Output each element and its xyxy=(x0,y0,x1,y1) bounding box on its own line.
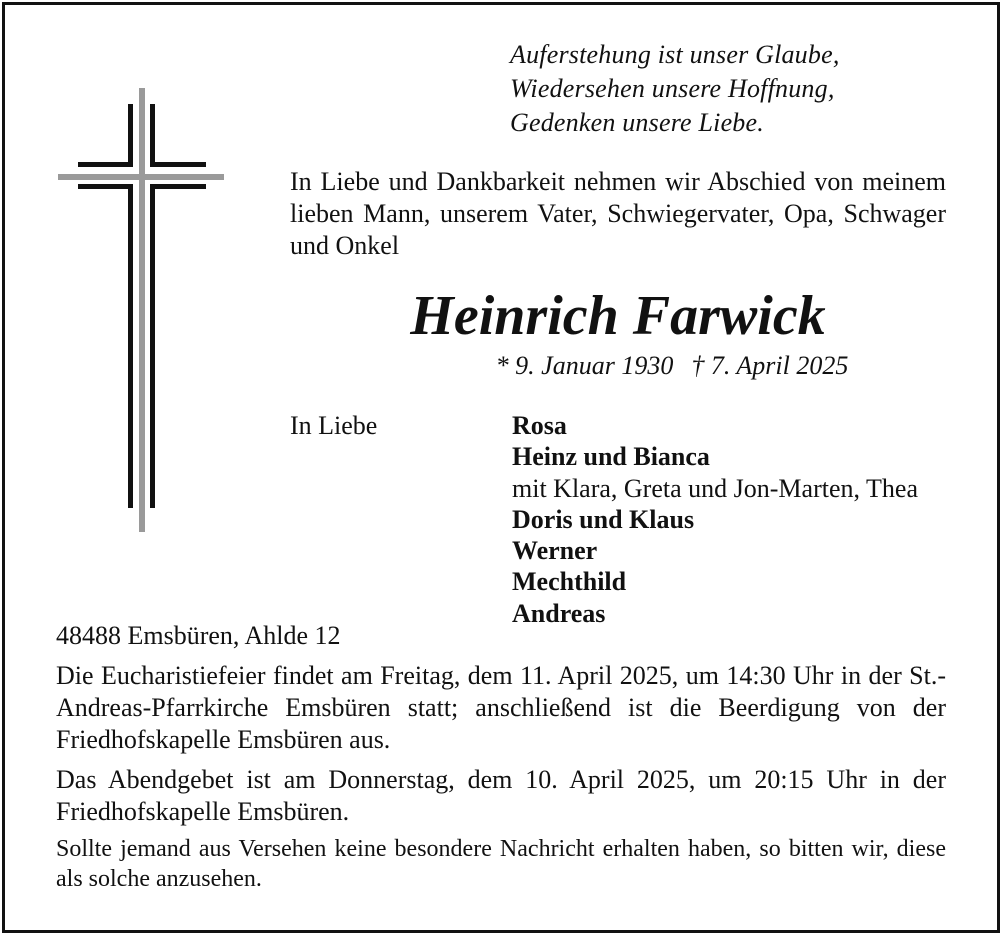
motto-line: Gedenken unsere Liebe. xyxy=(510,108,764,137)
birth-date: * 9. Januar 1930 xyxy=(495,351,674,380)
motto-line: Auferstehung ist unser Glaube, xyxy=(510,40,840,69)
mourner: Mechthild xyxy=(512,567,627,597)
motto-line: Wiedersehen unsere Hoffnung, xyxy=(510,74,835,103)
intro-text: In Liebe und Dankbarkeit nehmen wir Abschied von meinem lieben Mann, unserem Vater, Schwiegervater, Opa, Schwager und Onkel xyxy=(290,167,946,260)
mourner-sub: mit Klara, Greta und Jon-Marten, Thea xyxy=(512,473,918,503)
mourner: Doris und Klaus xyxy=(512,504,695,534)
in-liebe-label: In Liebe xyxy=(290,411,378,440)
mourner: Andreas xyxy=(512,598,606,628)
address: 48488 Emsbüren, Ahlde 12 xyxy=(56,621,341,650)
service-info: Die Eucharistiefeier findet am Freitag, dem 11. April 2025, um 14:30 Uhr in der St.-Andreas-Pfarrkirche Emsbüren statt; anschließend ist die Beerdigung von der Friedhofskapelle Emsbüren aus. xyxy=(56,661,946,754)
death-date: † 7. April 2025 xyxy=(691,351,849,380)
cross-icon xyxy=(56,88,228,534)
mourners-list xyxy=(512,410,918,629)
deceased-name: Heinrich Farwick xyxy=(410,285,826,347)
closing-note: Sollte jemand aus Versehen keine besondere Nachricht erhalten haben, so bitten wir, diese als solche anzusehen. xyxy=(56,836,946,892)
evening-prayer-info: Das Abendgebet ist am Donnerstag, dem 10. April 2025, um 20:15 Uhr in der Friedhofskapelle Emsbüren. xyxy=(56,765,946,826)
mourner: Rosa xyxy=(512,411,567,440)
motto xyxy=(510,38,840,140)
life-dates xyxy=(290,350,946,382)
mourner: Werner xyxy=(512,536,598,566)
mourner: Heinz und Bianca xyxy=(512,442,710,472)
